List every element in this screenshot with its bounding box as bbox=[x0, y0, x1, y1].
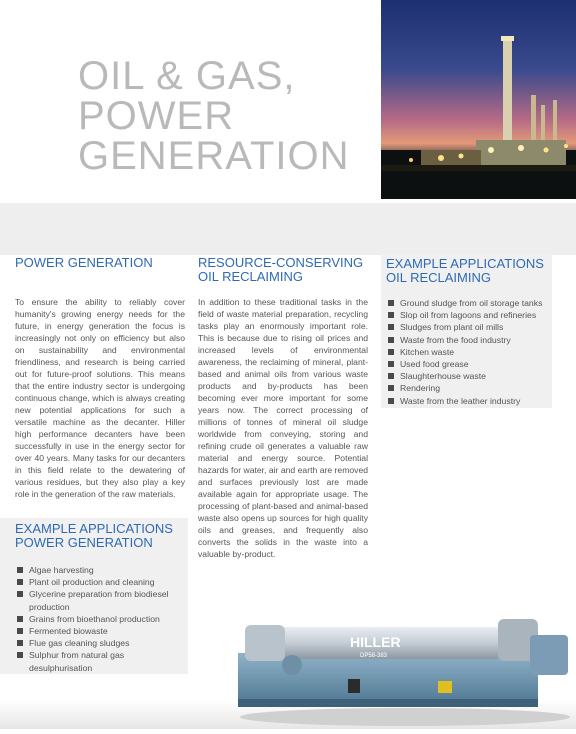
bullet-square-icon bbox=[17, 616, 23, 622]
list-item-text: Slaughterhouse waste bbox=[400, 371, 486, 382]
list-item-text: Waste from the leather industry bbox=[400, 395, 521, 406]
oil-reclaiming-column bbox=[198, 256, 368, 560]
decanter-centrifuge-image bbox=[230, 595, 576, 729]
list-item-text: Used food grease bbox=[400, 359, 469, 370]
list-item bbox=[386, 358, 552, 370]
list-item bbox=[386, 370, 552, 382]
bullet-square-icon bbox=[17, 652, 23, 658]
bullet-square-icon bbox=[17, 567, 23, 573]
list-item bbox=[15, 637, 183, 649]
oil-reclaiming-heading-line-2: OIL RECLAIMING bbox=[198, 269, 303, 284]
power-generation-column bbox=[15, 256, 185, 500]
bullet-square-icon bbox=[388, 337, 394, 343]
list-item bbox=[15, 564, 183, 576]
list-item bbox=[386, 382, 552, 394]
list-item-text: Algae harvesting bbox=[29, 565, 94, 575]
heading-band bbox=[0, 203, 576, 255]
refinery-night-photo bbox=[381, 0, 576, 199]
bullet-square-icon bbox=[17, 628, 23, 634]
list-item-text: Waste from the food industry bbox=[400, 334, 511, 345]
list-item bbox=[15, 625, 183, 637]
list-item-text: Ground sludge from oil storage tanks bbox=[400, 298, 543, 308]
oil-reclaiming-heading bbox=[198, 256, 368, 284]
examples-oil-heading bbox=[386, 257, 552, 285]
list-item bbox=[386, 395, 552, 407]
bullet-square-icon bbox=[388, 385, 394, 391]
list-item-text: Flue gas cleaning sludges bbox=[29, 638, 130, 649]
list-item bbox=[15, 613, 183, 625]
bullet-square-icon bbox=[388, 361, 394, 367]
examples-oil-heading-line-1: EXAMPLE APPLICATIONS bbox=[386, 256, 544, 271]
list-item bbox=[386, 321, 552, 333]
list-item-text: Slop oil from lagoons and refineries bbox=[400, 310, 537, 321]
title-line-1: OIL & GAS, bbox=[78, 54, 296, 98]
page-title bbox=[78, 56, 350, 176]
list-item bbox=[15, 576, 183, 588]
list-item bbox=[386, 334, 552, 346]
machine-brand-label: HILLER bbox=[350, 634, 401, 650]
examples-oil-box bbox=[381, 254, 552, 408]
power-generation-heading: POWER GENERATION bbox=[15, 255, 153, 270]
examples-power-heading-line-1: EXAMPLE APPLICATIONS bbox=[15, 521, 173, 536]
oil-reclaiming-heading-line-1: RESOURCE-CONSERVING bbox=[198, 255, 364, 270]
list-item-text: Plant oil production and cleaning bbox=[29, 577, 155, 588]
list-item-text: Fermented biowaste bbox=[29, 626, 108, 637]
examples-oil-list bbox=[386, 297, 552, 407]
list-item bbox=[386, 297, 552, 309]
examples-power-heading bbox=[15, 522, 188, 550]
bullet-square-icon bbox=[388, 324, 394, 330]
examples-power-list bbox=[15, 564, 183, 674]
bullet-square-icon bbox=[17, 579, 23, 585]
bullet-square-icon bbox=[388, 349, 394, 355]
list-item-text: Sludges from plant oil mills bbox=[400, 322, 504, 333]
bullet-square-icon bbox=[17, 591, 23, 597]
machine-model-label: DP58-383 bbox=[360, 653, 388, 659]
list-item-text: Rendering bbox=[400, 383, 441, 394]
list-item-text: Kitchen waste bbox=[400, 346, 455, 357]
examples-power-box bbox=[0, 518, 188, 674]
bullet-square-icon bbox=[388, 398, 394, 404]
power-generation-text: To ensure the ability to reliably cover humanity's growing energy needs for the future, in energy generation the focus is increasingly not only on efficiency but also on sustainability and environmental friendliness, and research is being carried out for future-proof solutions. This means that the entire industry sector is undergoing continuous change, which is always creating new potential applications for such a versatile machine as the decanter. Hiller high performance decanters have been successfully in use in the energy sector for over 40 years. Many tasks for our decanters in this field relate to the dewatering of various residues, but they also play a key role in the generation of the raw materials. bbox=[15, 297, 185, 499]
list-item bbox=[15, 588, 183, 612]
title-line-3: GENERATION bbox=[78, 134, 350, 178]
refinery-photo-graphic bbox=[381, 0, 576, 199]
bullet-square-icon bbox=[388, 373, 394, 379]
bullet-square-icon bbox=[17, 640, 23, 646]
list-item bbox=[386, 346, 552, 358]
list-item-text: Glycerine preparation from biodiesel production bbox=[29, 589, 169, 612]
bullet-square-icon bbox=[388, 312, 394, 318]
title-line-2: POWER bbox=[78, 94, 235, 138]
examples-oil-heading-line-2: OIL RECLAIMING bbox=[386, 270, 491, 285]
examples-power-heading-line-2: POWER GENERATION bbox=[15, 535, 153, 550]
decanter-graphic bbox=[230, 595, 576, 729]
oil-reclaiming-text: In addition to these traditional tasks in the field of waste material preparation, recycling tasks play an enormously important role. This is because due to rising oil prices and increased levels of environmental awareness, the reclaiming of mineral, plant-based and animal oils from various waste products and by-products has been becoming ever more important for some years now. The correct processing of millions of tonnes of mineral oil sludge worldwide from conveying, storing and refining crude oil generates a valuable raw material and energy source. Potential hazards for water, air and earth are removed and surfaces previously lost are made available again for appropriate usage. The processing of plant-based and animal-based waste also opens up sources for high quality oils and greases, and frequently also converts the solids in the waste into a valuable by-product. bbox=[198, 297, 368, 559]
list-item-text: Grains from bioethanol production bbox=[29, 613, 160, 624]
list-item-text: Sulphur from natural gas desulphurisation bbox=[29, 650, 125, 673]
list-item bbox=[15, 649, 183, 673]
list-item bbox=[386, 309, 552, 321]
bullet-square-icon bbox=[388, 300, 394, 306]
